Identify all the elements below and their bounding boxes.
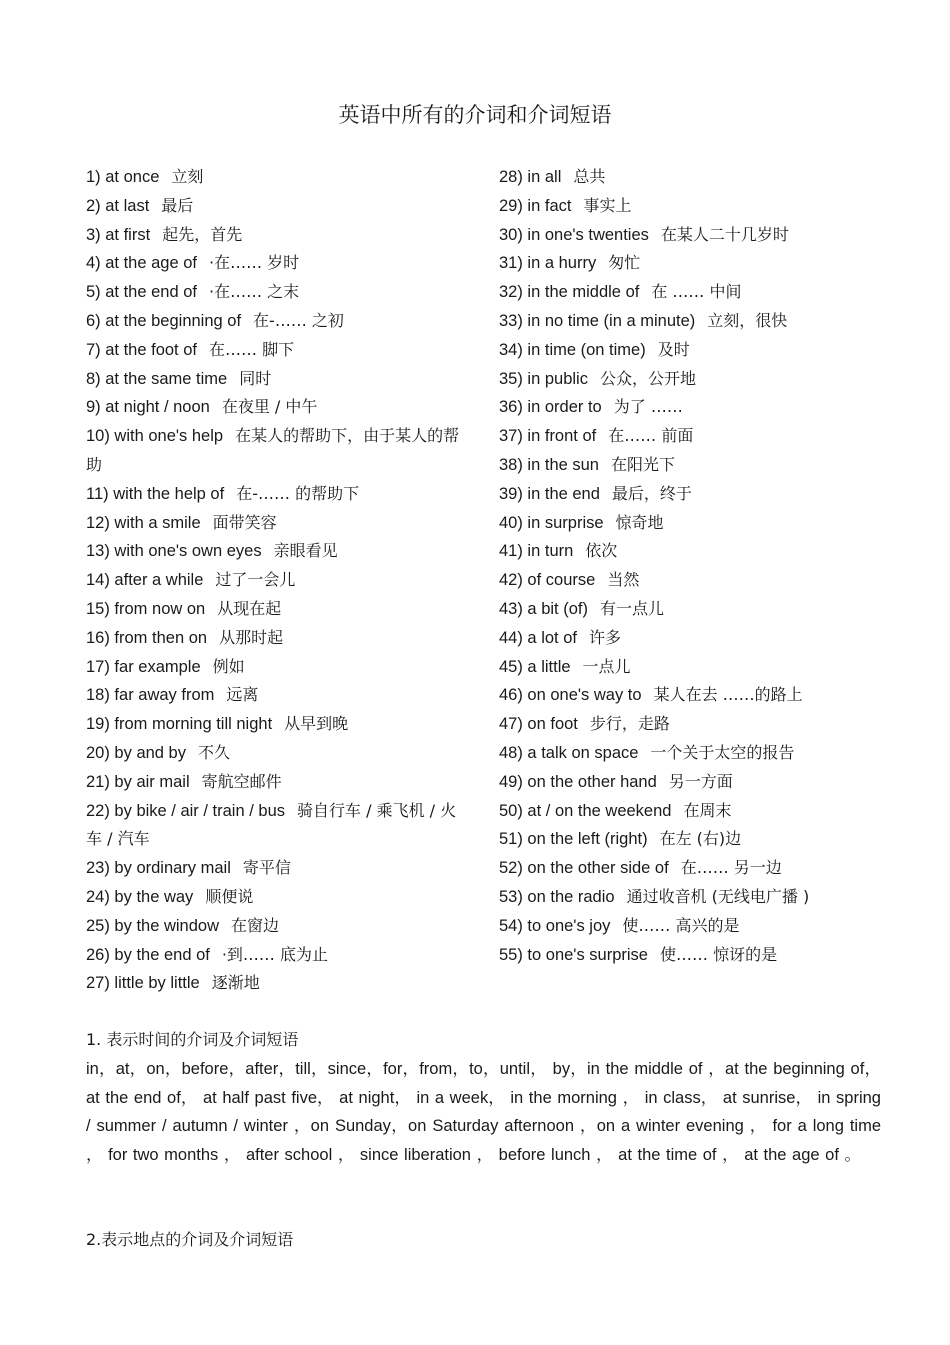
phrase-english: 16) from then on [86,628,208,647]
phrase-english: 22) by bike / air / train / bus [86,801,286,820]
phrase-chinese: 寄平信 [242,858,291,878]
phrase-english: 15) from now on [86,599,206,618]
phrase-chinese: 有一点儿 [599,598,664,618]
page-title: 英语中所有的介词和介词短语 [338,103,612,127]
phrase-chinese: 惊奇地 [615,512,664,532]
phrase-item [499,941,899,970]
phrase-item [86,365,464,394]
phrase-english: 32) in the middle of [499,283,640,302]
phrase-chinese: 匆忙 [608,253,641,273]
phrase-item [499,653,899,682]
phrase-chinese: 在-…… 的帮助下 [236,483,360,503]
phrase-item [86,278,464,307]
phrase-chinese: ·在…… 岁时 [209,253,300,273]
phrase-item [499,624,899,653]
phrase-item [86,480,464,509]
phrase-item [86,249,464,278]
phrase-english: 27) little by little [86,974,200,993]
section-time-prepositions [86,1026,881,1170]
phrase-english: 55) to one's surprise [499,945,648,964]
phrase-item [499,710,899,739]
phrase-english: 41) in turn [499,542,574,561]
phrase-chinese: 步行，走路 [589,714,670,734]
phrase-chinese: 在某人的帮助下，由于某人的帮助 [86,426,460,474]
phrase-item [86,854,464,883]
phrase-chinese: 及时 [657,339,690,359]
phrase-item [86,163,464,192]
phrase-english: 43) a bit (of) [499,599,588,618]
phrase-item [499,221,899,250]
phrase-english: 53) on the radio [499,887,615,906]
phrase-chinese: 逐渐地 [211,973,260,993]
phrase-item [86,393,464,422]
phrase-english: 17) far example [86,657,201,676]
phrase-chinese: 在夜里 / 中午 [221,397,318,417]
phrase-chinese: 不久 [197,742,230,762]
phrase-chinese: 另一方面 [668,771,733,791]
phrase-chinese: 在 …… 中间 [651,282,742,302]
phrase-chinese: 许多 [588,627,621,647]
phrase-chinese: 在阳光下 [610,454,675,474]
phrase-chinese: 寄航空邮件 [201,771,282,791]
phrase-english: 34) in time (on time) [499,340,646,359]
phrase-item [86,537,464,566]
phrase-item [499,163,899,192]
phrase-chinese: 一个关于太空的报告 [650,742,795,762]
phrase-chinese: 某人在去 ……的路上 [653,685,803,705]
phrase-english: 14) after a while [86,571,204,590]
phrase-english: 3) at first [86,225,151,244]
phrase-english: 51) on the left (right) [499,830,648,849]
phrase-list-right [499,163,899,969]
phrase-english: 6) at the beginning of [86,311,242,330]
phrase-item [86,192,464,221]
phrase-item [499,278,899,307]
phrase-english: 38) in the sun [499,455,599,474]
section-place-prepositions [86,1226,881,1255]
section-heading: 1. 表示时间的介词及介词短语 [86,1030,299,1049]
phrase-english: 29) in fact [499,196,572,215]
phrase-item [86,912,464,941]
phrase-chinese: 在…… 前面 [608,426,694,446]
phrase-chinese: 使…… 惊讶的是 [659,944,778,964]
phrase-chinese: ·在…… 之末 [209,282,300,302]
phrase-english: 13) with one's own eyes [86,542,262,561]
phrase-chinese: 起先，首先 [162,224,243,244]
phrase-english: 33) in no time (in a minute) [499,311,696,330]
phrase-item [86,883,464,912]
phrase-item [499,566,899,595]
phrase-chinese: 例如 [212,656,245,676]
phrase-chinese: 亲眼看见 [273,541,338,561]
phrase-item [499,307,899,336]
phrase-english: 44) a lot of [499,628,577,647]
phrase-english: 36) in order to [499,398,602,417]
phrase-chinese: 在某人二十几岁时 [660,224,789,244]
phrase-item [499,883,899,912]
phrase-english: 37) in front of [499,427,597,446]
phrase-english: 19) from morning till night [86,715,273,734]
phrase-english: 54) to one's joy [499,916,611,935]
phrase-english: 52) on the other side of [499,859,669,878]
phrase-chinese: 总共 [573,167,606,186]
phrase-chinese: 立刻，很快 [707,310,788,330]
phrase-item [499,595,899,624]
phrase-chinese: ·到…… 底为止 [221,944,329,964]
phrase-item [86,221,464,250]
phrase-english: 49) on the other hand [499,772,657,791]
phrase-chinese: 使…… 高兴的是 [622,915,740,935]
phrase-english: 11) with the help of [86,484,225,503]
phrase-chinese: 一点儿 [582,656,631,676]
phrase-chinese: 顺便说 [205,886,254,906]
phrase-item [86,969,464,998]
phrase-chinese: 最后，终于 [611,483,692,503]
phrase-item [499,192,899,221]
phrase-chinese: 从那时起 [219,627,284,647]
phrase-chinese: 骑自行车 / 乘飞机 / 火车 / 汽车 [86,800,457,849]
phrase-chinese: 过了一会儿 [215,570,296,590]
phrase-english: 30) in one's twenties [499,225,649,244]
phrase-english: 40) in surprise [499,513,604,532]
phrase-item [86,797,464,855]
phrase-english: 45) a little [499,657,571,676]
phrase-item [86,768,464,797]
phrase-item [499,249,899,278]
phrase-english: 48) a talk on space [499,743,639,762]
phrase-chinese: 在左 (右)边 [659,829,742,849]
phrase-chinese: 为了 …… [613,397,683,417]
phrase-item [499,336,899,365]
phrase-english: 39) in the end [499,484,600,503]
phrase-english: 26) by the end of [86,945,210,964]
phrase-chinese: 同时 [239,368,272,388]
section-heading: 2.表示地点的介词及介词短语 [86,1230,294,1249]
phrase-item [499,681,899,710]
phrase-english: 1) at once [86,168,160,186]
phrase-chinese: 远离 [226,685,259,705]
phrase-english: 25) by the window [86,916,219,935]
phrase-item [86,681,464,710]
phrase-english: 24) by the way [86,887,194,906]
phrase-english: 42) of course [499,571,596,590]
phrase-english: 50) at / on the weekend [499,801,672,820]
phrase-item [86,739,464,768]
phrase-item [499,509,899,538]
phrase-english: 18) far away from [86,686,215,705]
phrase-item [86,595,464,624]
phrase-english: 8) at the same time [86,369,228,388]
phrase-chinese: 在周末 [683,800,732,820]
phrase-item [499,739,899,768]
phrase-chinese: 通过收音机 (无线电广播 ) [626,886,810,906]
phrase-item [499,768,899,797]
phrase-english: 2) at last [86,196,150,215]
phrase-chinese: 最后 [161,195,194,215]
phrase-english: 28) in all [499,168,562,186]
phrase-chinese: 在窗边 [231,915,280,935]
phrase-chinese: 立刻 [171,167,204,186]
phrase-chinese: 从早到晚 [284,714,349,734]
phrase-english: 5) at the end of [86,283,197,302]
phrase-english: 7) at the foot of [86,340,197,359]
phrase-item [499,912,899,941]
section-body: in，at，on，before，after，till，since，for，from，to，until， by，in the middle of ，at the beginning of， at the end of， at half past five， at night， in a week， in the morning ， in class， at sunrise， in spring / summer / autumn / winter ，on Sunday，on Saturday afternoon ，on a winter evening ， for a long time ， for two months ， after school ， since liberation ， before lunch ， at the time of ， at the age of 。 [86,1059,881,1165]
phrase-item [86,307,464,336]
phrase-item [499,480,899,509]
phrase-item [86,941,464,970]
phrase-item [499,422,899,451]
phrase-item [499,537,899,566]
phrase-chinese: 在…… 脚下 [209,339,295,359]
phrase-chinese: 依次 [585,541,618,561]
phrase-english: 21) by air mail [86,772,190,791]
phrase-english: 9) at night / noon [86,398,210,417]
phrase-item [499,854,899,883]
phrase-english: 23) by ordinary mail [86,859,231,878]
phrase-english: 47) on foot [499,715,578,734]
phrase-chinese: 事实上 [583,195,632,215]
phrase-item [86,653,464,682]
phrase-english: 31) in a hurry [499,254,597,273]
phrase-item [86,336,464,365]
phrase-english: 46) on one's way to [499,686,642,705]
phrase-item [499,825,899,854]
phrase-chinese: 当然 [607,570,640,590]
phrase-english: 10) with one's help [86,427,224,446]
phrase-item [499,365,899,394]
phrase-item [86,566,464,595]
phrase-english: 4) at the age of [86,254,197,273]
phrase-english: 20) by and by [86,743,186,762]
phrase-chinese: 从现在起 [217,598,282,618]
phrase-chinese: 面带笑容 [212,512,277,532]
phrase-item [86,710,464,739]
phrase-item [86,509,464,538]
phrase-item [499,797,899,826]
phrase-chinese: 在…… 另一边 [680,858,782,878]
phrase-list-left [86,163,464,998]
phrase-item [86,422,464,480]
phrase-english: 12) with a smile [86,513,201,532]
phrase-item [86,624,464,653]
phrase-item [499,451,899,480]
phrase-chinese: 公众，公开地 [599,368,696,388]
phrase-english: 35) in public [499,369,588,388]
phrase-item [499,393,899,422]
phrase-chinese: 在-…… 之初 [253,310,344,330]
